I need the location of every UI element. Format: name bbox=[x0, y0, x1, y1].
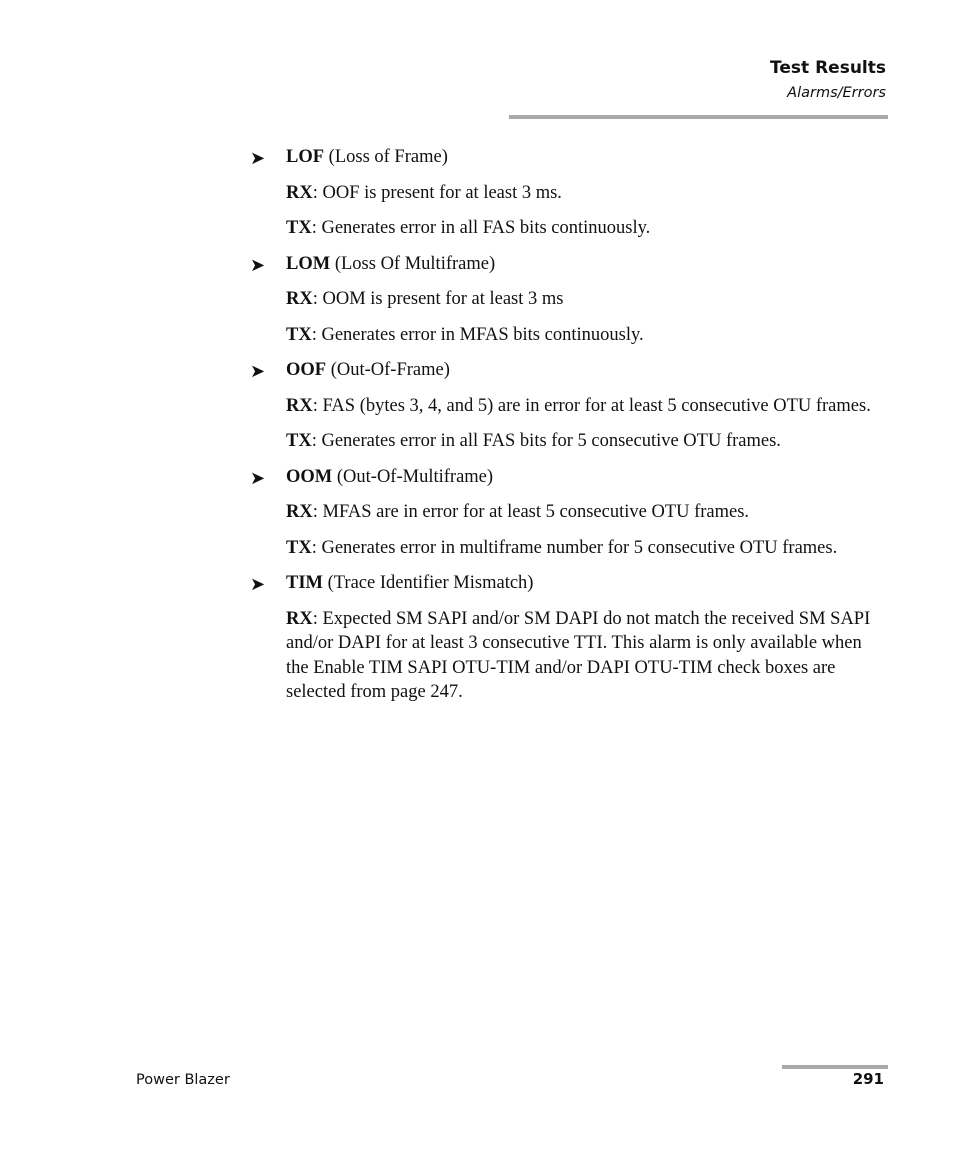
alarm-term: OOF bbox=[286, 360, 327, 380]
item-heading bbox=[286, 145, 880, 170]
rx-description bbox=[286, 394, 880, 419]
list-item-tim bbox=[250, 571, 880, 705]
item-heading bbox=[286, 571, 880, 596]
alarm-name: (Out-Of-Multiframe) bbox=[332, 466, 494, 487]
alarm-term: OOM bbox=[286, 466, 333, 487]
footer-rule bbox=[782, 1065, 888, 1069]
list-item-lom bbox=[250, 252, 880, 348]
page-header bbox=[770, 56, 886, 103]
tx-label: TX bbox=[286, 537, 312, 558]
rx-description bbox=[286, 607, 880, 705]
tx-text: : Generates error in all FAS bits continuously. bbox=[311, 218, 651, 238]
item-heading bbox=[286, 358, 880, 383]
arrow-bullet-icon: ➤ bbox=[250, 361, 266, 381]
rx-text: : OOM is present for at least 3 ms bbox=[312, 289, 564, 309]
product-name: Power Blazer bbox=[136, 1072, 230, 1088]
tx-description bbox=[286, 323, 880, 348]
rx-description bbox=[286, 500, 880, 525]
arrow-bullet-icon: ➤ bbox=[250, 467, 266, 488]
tx-label: TX bbox=[286, 324, 312, 345]
list-item-oof bbox=[250, 358, 880, 454]
rx-label: RX bbox=[286, 289, 313, 309]
rx-text: : FAS (bytes 3, 4, and 5) are in error for at least 5 consecutive OTU frames. bbox=[312, 395, 871, 416]
rx-text: : OOF is present for at least 3 ms. bbox=[312, 182, 562, 203]
arrow-bullet-icon: ➤ bbox=[250, 254, 266, 275]
rx-description bbox=[286, 181, 880, 206]
tx-label: TX bbox=[286, 431, 312, 451]
tx-text: : Generates error in all FAS bits for 5 consecutive OTU frames. bbox=[311, 431, 781, 451]
rx-label: RX bbox=[286, 395, 313, 416]
rx-description bbox=[286, 287, 880, 312]
alarm-term: LOF bbox=[286, 147, 325, 167]
alarm-name: (Out-Of-Frame) bbox=[326, 360, 450, 380]
tx-label: TX bbox=[286, 218, 312, 238]
tx-text: : Generates error in MFAS bits continuously. bbox=[311, 324, 644, 345]
rx-text: : Expected SM SAPI and/or SM DAPI do not match the received SM SAPI and/or DAPI for at least 3 consecutive TTI. This alarm is only available when the Enable TIM SAPI OTU-TIM and/or DAPI OTU-TIM check boxes are selected from page 247. bbox=[286, 608, 871, 702]
section-title: Test Results bbox=[770, 58, 886, 78]
section-subtitle: Alarms/Errors bbox=[787, 85, 886, 101]
rx-label: RX bbox=[286, 182, 313, 203]
alarm-list bbox=[250, 145, 880, 716]
alarm-name: (Loss Of Multiframe) bbox=[330, 253, 496, 274]
rx-label: RX bbox=[286, 502, 313, 522]
rx-text: : MFAS are in error for at least 5 consecutive OTU frames. bbox=[312, 502, 750, 522]
arrow-bullet-icon: ➤ bbox=[250, 148, 266, 168]
item-heading bbox=[286, 252, 880, 277]
list-item-oom bbox=[250, 465, 880, 561]
page-number: 291 bbox=[852, 1070, 884, 1088]
header-rule bbox=[509, 115, 888, 119]
item-heading bbox=[286, 465, 880, 490]
rx-label: RX bbox=[286, 608, 313, 629]
alarm-term: LOM bbox=[286, 253, 331, 274]
alarm-term: TIM bbox=[286, 573, 323, 593]
list-item-lof bbox=[250, 145, 880, 241]
arrow-bullet-icon: ➤ bbox=[250, 574, 266, 594]
tx-description bbox=[286, 429, 880, 454]
tx-text: : Generates error in multiframe number for 5 consecutive OTU frames. bbox=[311, 537, 838, 558]
tx-description bbox=[286, 216, 880, 241]
alarm-name: (Trace Identifier Mismatch) bbox=[323, 573, 534, 593]
alarm-name: (Loss of Frame) bbox=[324, 147, 448, 167]
tx-description bbox=[286, 536, 880, 561]
